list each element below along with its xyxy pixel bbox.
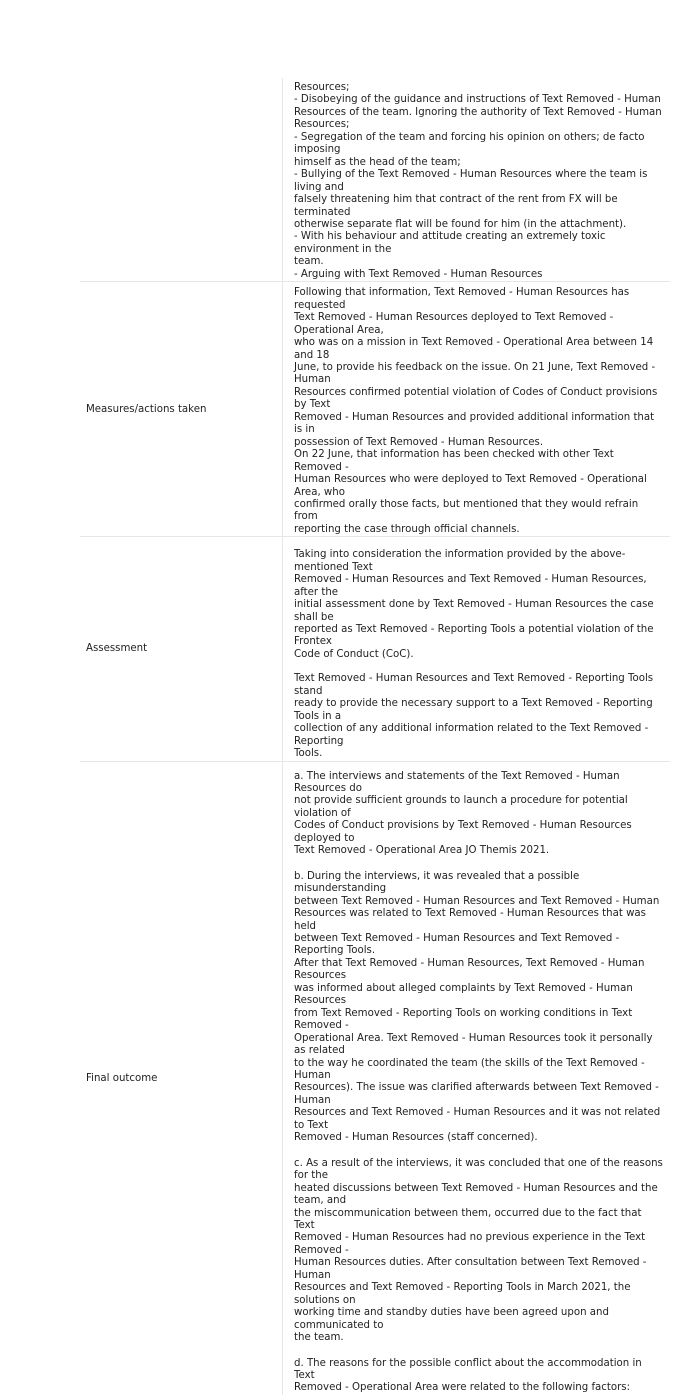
row-label [80,78,283,282]
paragraph: b. During the interviews, it was revealed that a possible misunderstanding between Text Removed - Human Resources and Text Removed - Human Resources was related to Text Removed - Human Resources that was held between Text Removed - Human Resources and Text Removed - Reporting Tools. After that Text Removed - Human Resources, Text Removed - Human Resources was informed about alleged complaints by Text Removed - Human Resources from Text Removed - Reporting Tools on working conditions in Text Removed - Operational Area. Text Removed - Human Resources took it personally as related to the way he coordinated the team (the skills of the Text Removed - Human Resources). The issue was clarified afterwards between Text Removed - Human Resources and Text Removed - Human Resources and it was not related to Text Removed - Human Resources (staff concerned). [294,870,661,1144]
row-content [283,761,671,1395]
paragraph: c. As a result of the interviews, it was concluded that one of the reasons for the heated discussions between Text Removed - Human Resources and the team, and the miscommunication between them, occurred due to the fact that Text Removed - Human Resources had no previous experience in the Text Removed - Human Resources duties. After consultation between Text Removed - Human Resources and Text Removed - Reporting Tools in March 2021, the solutions on working time and standby duties have been agreed upon and communicated to the team. [294,1157,663,1344]
row-content [283,537,671,761]
paragraph: d. The reasons for the possible conflict about the accommodation in Text Removed - Operational Area were related to the following factors: [294,1357,642,1394]
paragraph: Text Removed - Human Resources and Text Removed - Reporting Tools stand ready to provide the necessary support to a Text Removed - Reporting Tools in a collection of any additional information related to the Text Removed - Reporting Tools. [294,673,654,760]
row-label-final-outcome: Final outcome [80,761,283,1395]
row-content [283,282,671,537]
report-table [80,78,670,1395]
table-row [80,537,670,761]
table-row [80,761,670,1395]
table-row [80,78,670,282]
row-content [283,78,671,282]
paragraph: Following that information, Text Removed - Human Resources has requested Text Removed - Human Resources deployed to Text Removed - Operational Area, who was on a mission in Text Removed - Operational Area between 14 and 18 June, to provide his feedback on the issue. On 21 June, Text Removed - Human Resources confirmed potential violation of Codes of Conduct provisions by Text Removed - Human Resources and provided additional information that is in possession of Text Removed - Human Resources. On 22 June, that information has been checked with other Text Removed - Human Resources who were deployed to Text Removed - Operational Area, who confirmed orally those facts, but mentioned that they would refrain from reporting the case through official channels. [294,287,658,535]
row-label-measures-actions-taken: Measures/actions taken [80,282,283,537]
paragraph: a. The interviews and statements of the Text Removed - Human Resources do not provide sufficient grounds to launch a procedure for potential violation of Codes of Conduct provisions by Text Removed - Human Resources deployed to Text Removed - Operational Area JO Themis 2021. [294,770,632,857]
table-row [80,282,670,537]
row-label-assessment: Assessment [80,537,283,761]
paragraph: Taking into consideration the information provided by the above-mentioned Text Removed - Human Resources and Text Removed - Human Resources, after the initial assessment done by Text Removed - Human Resources the case shall be reported as Text Removed - Reporting Tools a potential violation of the Frontex Code of Conduct (CoC). [294,549,654,660]
paragraph: Resources; - Disobeying of the guidance and instructions of Text Removed - Human Resources of the team. Ignoring the authority of Text Removed - Human Resources; - Segregation of the team and forcing his opinion on others; de facto imposing himself as the head of the team; - Bullying of the Text Removed - Human Resources where the team is living and falsely threatening him that contract of the rent from FX will be terminated otherwise separate flat will be found for him (in the attachment). - With his behaviour and attitude creating an extremely toxic environment in the team. - Arguing with Text Removed - Human Resources [294,82,662,280]
